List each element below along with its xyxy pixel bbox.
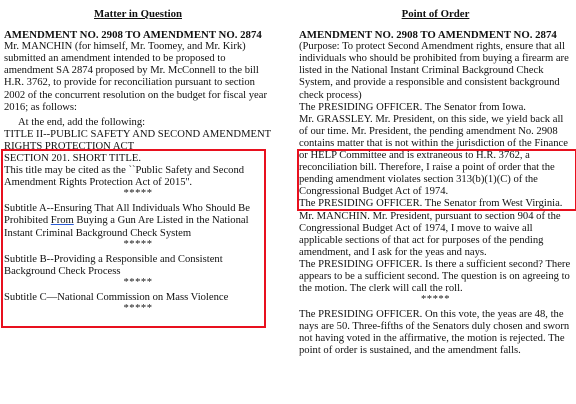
point-of-order-column: [299, 8, 572, 358]
amendment-title: AMENDMENT NO. 2908 TO AMENDMENT NO. 2874: [4, 29, 262, 42]
stars-divider: *****: [123, 276, 153, 288]
presiding-officer-iowa: The PRESIDING OFFICER. The Senator from Iowa.: [299, 101, 526, 113]
subtitle-a-text-end: Buying a Gun Are Listed in the National Instant Criminal Background Check System: [4, 215, 249, 239]
subtitle-a-text: Subtitle A--Ensuring That All Individuals Who Should Be Prohibited: [4, 203, 250, 227]
add-following-line: At the end, add the following:: [18, 116, 146, 128]
manchin-statement: Mr. MANCHIN. Mr. President, pursuant to section 904 of the Congressional Budget Act of 1974, I move to waive all applicable sections of that act for purposes of the pending amendment, and I ask for the yeas and nays.: [299, 210, 561, 258]
intro-paragraph: Mr. MANCHIN (for himself, Mr. Toomey, and Mr. Kirk) submitted an amendment intended to be proposed to amendment SA 2874 proposed by Mr. McConnell to the bill H.R. 3762, to provide for reconciliation pursuant to section 2002 of the concurrent resolution on the budget for fiscal year 2016; as follows:: [4, 41, 267, 113]
purpose-paragraph: (Purpose: To protect Second Amendment rights, ensure that all individuals who should be prohibited from buying a firearm are listed in the National Instant Criminal Background Check System, and provide a responsible and consistent background check process): [299, 41, 569, 101]
grassley-statement: Mr. GRASSLEY. Mr. President, on this side, we yield back all of our time. Mr. President, the pending amendment No. 2908 contains matter that is not within the jurisdiction of the Finance or HELP Committee and is extraneous to H.R. 3762, a reconciliation bill. Therefore, I raise a point of order that the pending amendment violates section 313(b)(1)(C) of the Congressional Budget Act of 1974.: [299, 113, 568, 198]
cited-line: This title may be cited as the ``Public Safety and Second Amendment Rights Protection Act of 2015''.: [4, 165, 245, 189]
column-heading: Point of Order: [401, 8, 470, 20]
title-line: TITLE II--PUBLIC SAFETY AND SECOND AMENDMENT RIGHTS PROTECTION ACT: [4, 128, 271, 152]
subtitle-b: Subtitle B--Providing a Responsible and Consistent Background Check Process: [4, 253, 223, 277]
spellcheck-word: From: [50, 215, 74, 227]
subtitle-a: [4, 203, 272, 239]
presiding-officer-west-virginia: The PRESIDING OFFICER. The Senator from West Virginia.: [299, 198, 563, 210]
stars-divider: *****: [123, 238, 153, 250]
presiding-officer-vote: The PRESIDING OFFICER. On this vote, the yeas are 48, the nays are 50. Three-fifths of the Senators duly chosen and sworn not having voted in the affirmative, the motion is rejected. The point of order is sustained, and the amendment falls.: [299, 309, 570, 357]
presiding-officer-second: The PRESIDING OFFICER. Is there a sufficient second? There appears to be a sufficient second. The question is on agreeing to the motion. The clerk will call the roll.: [299, 258, 571, 295]
amendment-title: AMENDMENT NO. 2908 TO AMENDMENT NO. 2874: [299, 29, 557, 42]
matter-in-question-column: [4, 8, 272, 313]
stars-divider: *****: [123, 302, 153, 314]
column-heading: Matter in Question: [94, 8, 182, 20]
section-line: SECTION 201. SHORT TITLE.: [4, 153, 141, 165]
stars-divider: *****: [421, 294, 450, 306]
stars-divider: *****: [123, 188, 153, 200]
subtitle-c: Subtitle C—National Commission on Mass Violence: [4, 291, 229, 303]
